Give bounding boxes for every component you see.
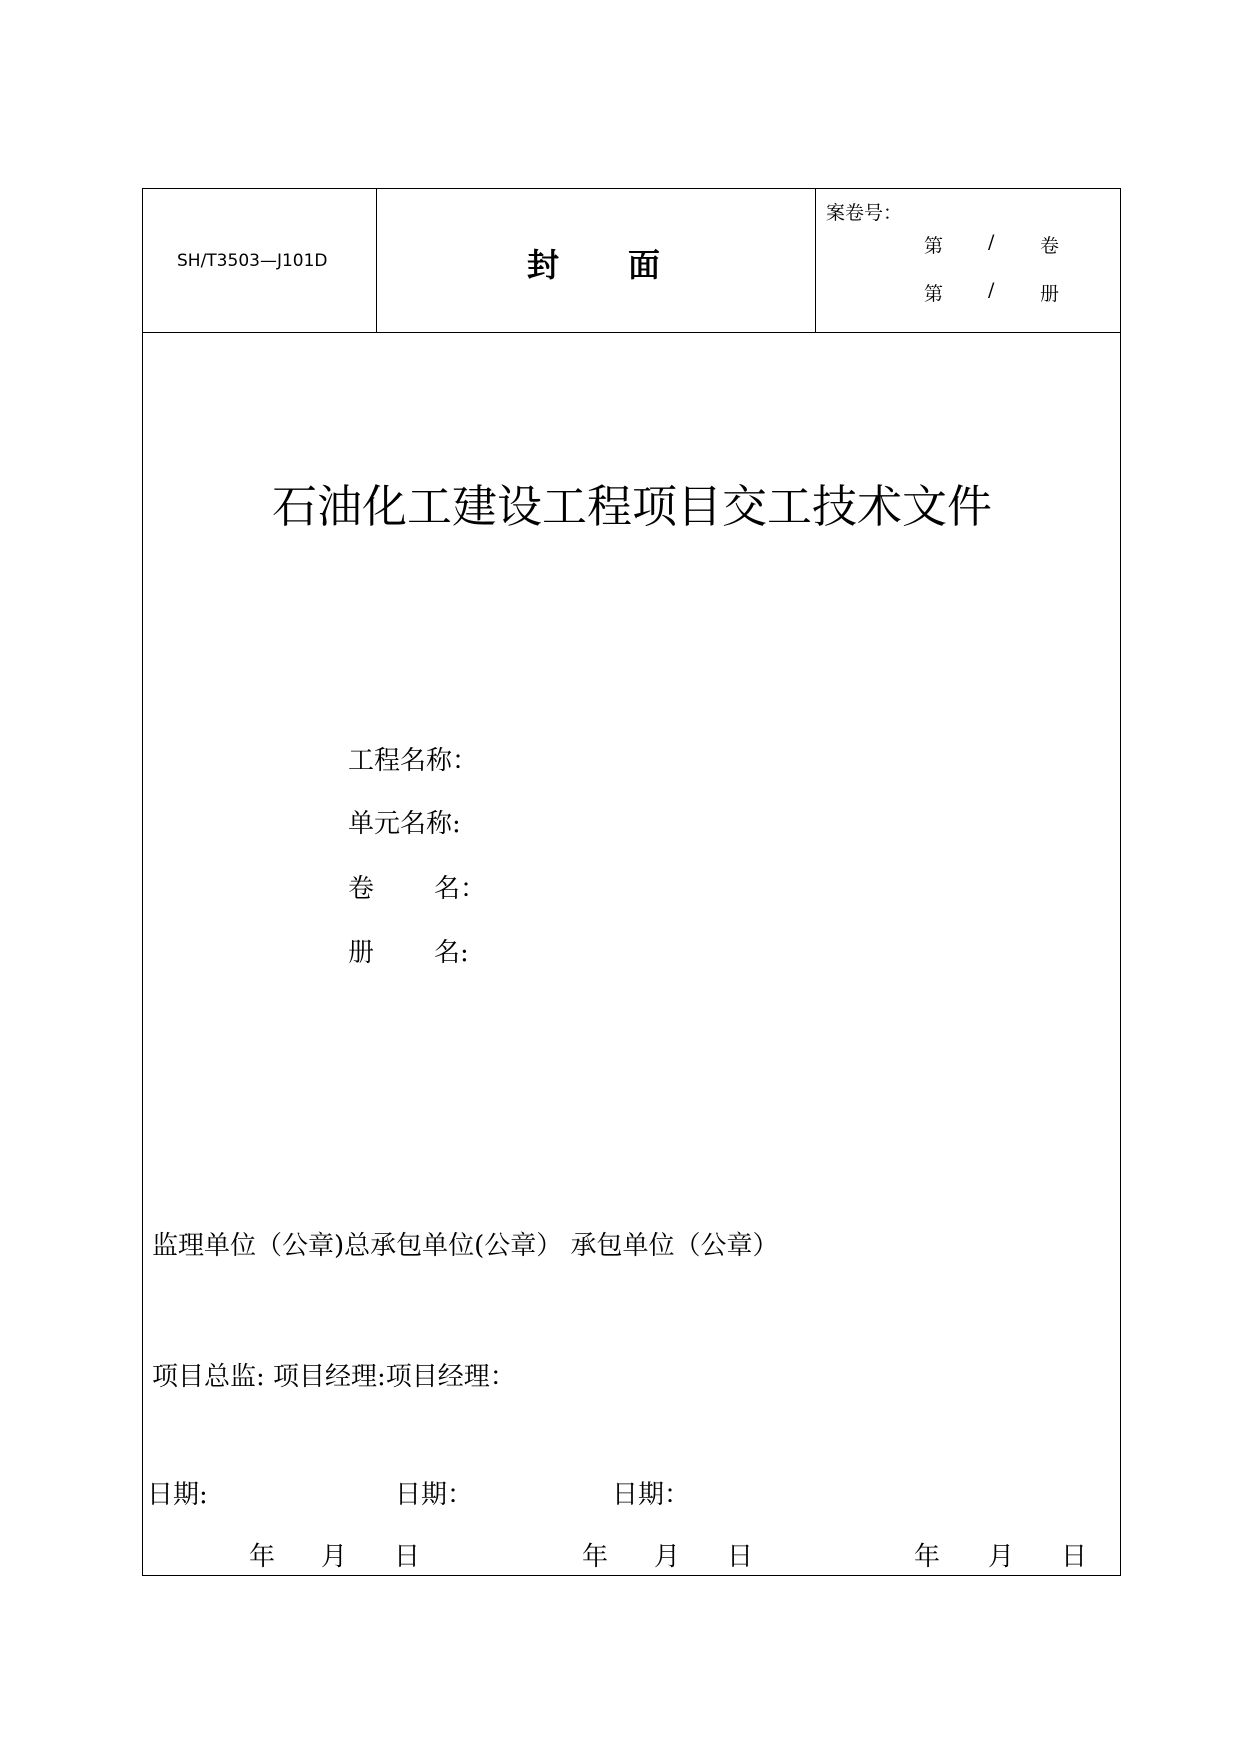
volume-name-label-char: 卷 [348,874,375,904]
book-prefix: 第 [924,283,944,305]
date-year-3: 年 [914,1542,941,1572]
book-name-label-rest: 名: [434,938,469,968]
date-day-2: 日 [727,1542,754,1572]
date-month-2: 月 [654,1542,681,1572]
project-name-label: 工程名称： [348,746,479,776]
header-divider-left [376,188,377,333]
volume-name-label-rest: 名： [434,874,487,904]
managers-line: 项目总监: 项目经理:项目经理： [152,1362,516,1392]
date-day-3: 日 [1061,1542,1088,1572]
date-year-1: 年 [249,1542,276,1572]
date-year-2: 年 [582,1542,609,1572]
book-slash: / [988,279,995,301]
volume-slash: / [988,231,995,253]
volume-prefix: 第 [924,235,944,257]
cover-title-char-2: 面 [628,246,661,284]
volume-suffix: 卷 [1040,235,1060,257]
book-name-label-char: 册 [348,938,375,968]
date-label-2: 日期： [395,1480,474,1510]
document-title: 石油化工建设工程项目交工技术文件 [272,480,993,533]
archive-number-label: 案卷号： [826,202,903,224]
unit-name-label: 单元名称: [348,809,461,839]
date-day-1: 日 [394,1542,421,1572]
book-suffix: 册 [1040,283,1060,305]
header-divider-right [815,188,816,333]
standard-code: SH/T3503—J101D [177,251,328,271]
date-label-3: 日期： [612,1480,691,1510]
cover-title-char-1: 封 [527,246,560,284]
date-label-1: 日期: [147,1480,208,1510]
date-month-3: 月 [988,1542,1015,1572]
date-month-1: 月 [321,1542,348,1572]
header-bottom-rule [142,332,1121,333]
seal-units-line: 监理单位（公章)总承包单位(公章） 承包单位（公章） [152,1231,779,1261]
